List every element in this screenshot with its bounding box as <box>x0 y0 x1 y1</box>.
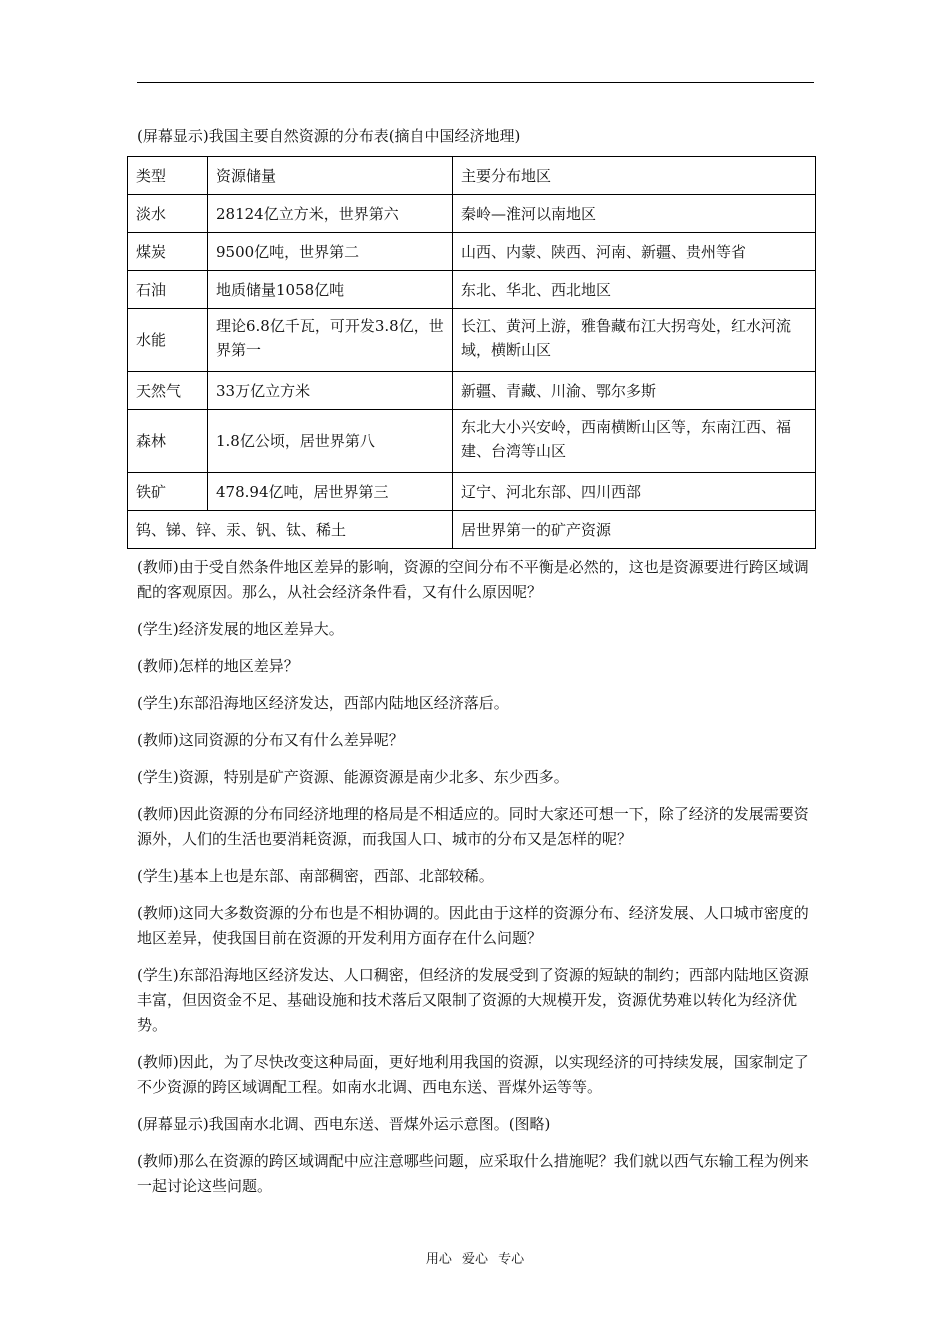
cell-region: 居世界第一的矿产资源 <box>453 511 816 549</box>
table-row <box>128 271 816 309</box>
paragraph: (屏幕显示)我国南水北调、西电东送、晋煤外运示意图。(图略) <box>137 1115 551 1133</box>
cell-region: 长江、黄河上游，雅鲁藏布江大拐弯处，红水河流域，横断山区 <box>453 309 816 372</box>
table-header-row <box>128 157 816 195</box>
cell-minerals: 钨、锑、锌、汞、钒、钛、稀土 <box>128 511 453 549</box>
table-row <box>128 309 816 372</box>
paragraph: (学生)经济发展的地区差异大。 <box>137 620 344 638</box>
paragraph: (教师)由于受自然条件地区差异的影响，资源的空间分布不平衡是必然的，这也是资源要进行跨区域调配的客观原因。那么，从社会经济条件看，又有什么原因呢？ <box>137 558 809 601</box>
paragraph: (学生)资源，特别是矿产资源、能源资源是南少北多、东少西多。 <box>137 768 569 786</box>
cell-region: 东北大小兴安岭，西南横断山区等，东南江西、福建、台湾等山区 <box>453 410 816 473</box>
cell-region: 山西、内蒙、陕西、河南、新疆、贵州等省 <box>453 233 816 271</box>
table-caption: (屏幕显示)我国主要自然资源的分布表(摘自中国经济地理) <box>137 127 521 145</box>
paragraph: (学生)东部沿海地区经济发达，西部内陆地区经济落后。 <box>137 694 509 712</box>
dialogue-body <box>137 555 819 1211</box>
paragraph: (教师)因此资源的分布同经济地理的格局是不相适应的。同时大家还可想一下，除了经济的发展需要资源外，人们的生活也要消耗资源，而我国人口、城市的分布又是怎样的呢？ <box>137 805 809 848</box>
cell-reserve: 1.8亿公顷，居世界第八 <box>208 410 453 473</box>
cell-type: 天然气 <box>128 372 208 410</box>
header-rule <box>137 82 814 83</box>
cell-type: 淡水 <box>128 195 208 233</box>
cell-type: 石油 <box>128 271 208 309</box>
cell-region: 新疆、青藏、川渝、鄂尔多斯 <box>453 372 816 410</box>
paragraph: (学生)东部沿海地区经济发达、人口稠密，但经济的发展受到了资源的短缺的制约；西部内陆地区资源丰富，但因资金不足、基础设施和技术落后又限制了资源的大规模开发，资源优势难以转化为经济优势。 <box>137 966 809 1034</box>
cell-reserve: 地质储量1058亿吨 <box>208 271 453 309</box>
paragraph: (教师)怎样的地区差异？ <box>137 657 299 675</box>
paragraph: (教师)那么在资源的跨区域调配中应注意哪些问题，应采取什么措施呢？我们就以西气东输工程为例来一起讨论这些问题。 <box>137 1152 809 1195</box>
cell-reserve: 33万亿立方米 <box>208 372 453 410</box>
table-row <box>128 410 816 473</box>
page-footer: 用心 爱心 专心 <box>425 1252 525 1267</box>
cell-reserve: 理论6.8亿千瓦，可开发3.8亿，世界第一 <box>208 309 453 372</box>
cell-region: 东北、华北、西北地区 <box>453 271 816 309</box>
header-cell: 资源储量 <box>208 157 453 195</box>
cell-type: 铁矿 <box>128 473 208 511</box>
cell-reserve: 28124亿立方米，世界第六 <box>208 195 453 233</box>
resource-distribution-table <box>127 156 816 549</box>
header-cell: 主要分布地区 <box>453 157 816 195</box>
paragraph: (学生)基本上也是东部、南部稠密，西部、北部较稀。 <box>137 867 494 885</box>
table-row <box>128 473 816 511</box>
cell-region: 辽宁、河北东部、四川西部 <box>453 473 816 511</box>
header-cell: 类型 <box>128 157 208 195</box>
table-row <box>128 195 816 233</box>
cell-reserve: 9500亿吨，世界第二 <box>208 233 453 271</box>
cell-region: 秦岭—淮河以南地区 <box>453 195 816 233</box>
cell-type: 水能 <box>128 309 208 372</box>
paragraph: (教师)因此，为了尽快改变这种局面，更好地利用我国的资源，以实现经济的可持续发展，国家制定了不少资源的跨区域调配工程。如南水北调、西电东送、晋煤外运等等。 <box>137 1053 809 1096</box>
paragraph: (教师)这同资源的分布又有什么差异呢？ <box>137 731 404 749</box>
table-row <box>128 511 816 549</box>
table-row <box>128 233 816 271</box>
paragraph: (教师)这同大多数资源的分布也是不相协调的。因此由于这样的资源分布、经济发展、人口城市密度的地区差异，使我国目前在资源的开发利用方面存在什么问题？ <box>137 904 809 947</box>
cell-type: 煤炭 <box>128 233 208 271</box>
table-row <box>128 372 816 410</box>
cell-reserve: 478.94亿吨，居世界第三 <box>208 473 453 511</box>
cell-type: 森林 <box>128 410 208 473</box>
